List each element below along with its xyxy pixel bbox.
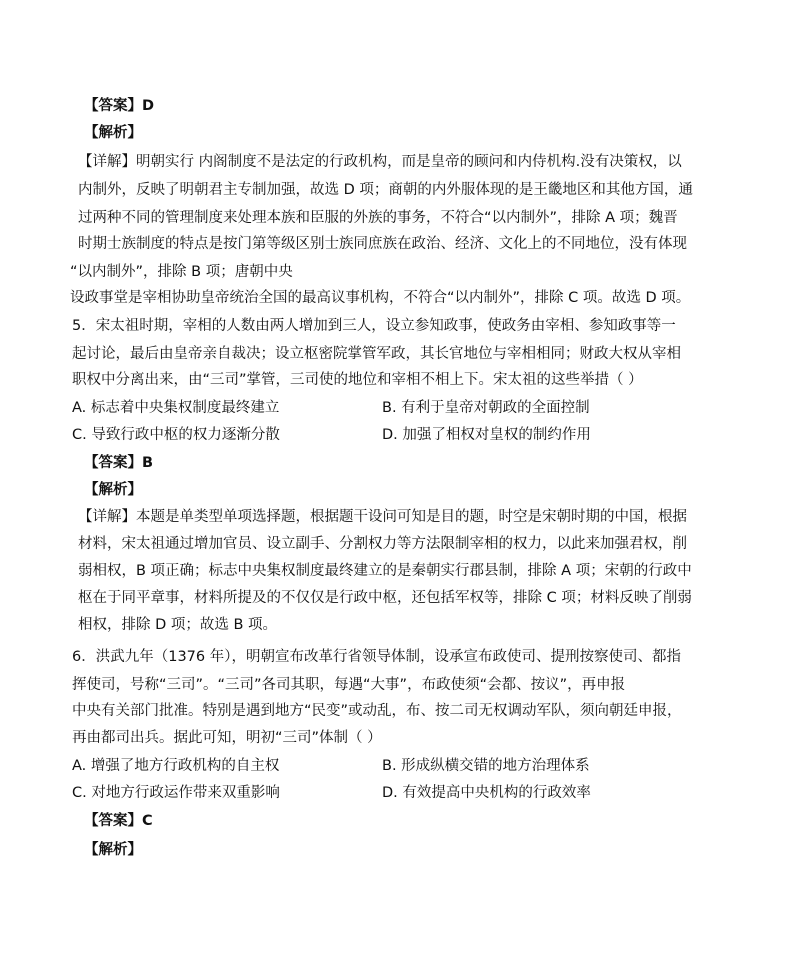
analysis-label: 【解析】 (84, 842, 142, 858)
question-stem-line: 起讨论，最后由皇帝亲自裁决；设立枢密院掌管军政，其长官地位与宰相相同；财政大权从宰相 (72, 346, 681, 362)
analysis-label: 【解析】 (84, 125, 142, 141)
detail-line: 【详解】本题是单类型单项选择题，根据题干设问可知是目的题，时空是宋朝时期的中国，根据 (78, 509, 687, 525)
option-a: A. 增强了地方行政机构的自主权 (72, 758, 280, 774)
question-stem-line: 职权中分离出来，由“三司”掌管，三司使的地位和宰相不相上下。宋太祖的这些举措（ ） (72, 372, 643, 388)
question-stem-line: 6．洪武九年（1376 年），明朝宣布改革行省领导体制，设承宣布政使司、提刑按察使司、都指 (72, 649, 681, 665)
option-d: D. 有效提高中央机构的行政效率 (382, 785, 591, 801)
detail-line: 弱相权，B 项正确；标志中央集权制度最终建立的是秦朝实行郡县制，排除 A 项；宋朝的行政中 (78, 563, 692, 579)
question-stem-line: 挥使司，号称“三司”。“三司”各司其职，每遇“大事”，布政使须“会都、按议”，再申报 (72, 677, 626, 693)
question-stem-line: 5．宋太祖时期，宰相的人数由两人增加到三人，设立参知政事，使政务由宰相、参知政事等一 (72, 318, 676, 334)
detail-line: 相权，排除 D 项；故选 B 项。 (78, 617, 278, 633)
detail-line: 内制外，反映了明朝君主专制加强，故选 D 项；商朝的内外服体现的是王畿地区和其他方国，通 (78, 182, 693, 198)
analysis-label: 【解析】 (84, 482, 142, 498)
detail-line: 【详解】明朝实行 内阁制度不是法定的行政机构，而是皇帝的顾问和内侍机构.没有决策权，以 (78, 154, 682, 170)
detail-line: 时期士族制度的特点是按门第等级区别士族同庶族在政治、经济、文化上的不同地位，没有体现 (78, 236, 687, 252)
question-stem-line: 中央有关部门批准。特别是遇到地方“民变”或动乱，布、按二司无权调动军队，须向朝廷申报， (72, 703, 682, 719)
answer-label: 【答案】C (84, 813, 153, 829)
question-stem-line: 再由都司出兵。据此可知，明初“三司”体制（ ） (72, 730, 382, 746)
answer-label: 【答案】D (84, 98, 155, 114)
option-b: B. 形成纵横交错的地方治理体系 (382, 758, 590, 774)
detail-line: 过两种不同的管理制度来处理本族和臣服的外族的事务，不符合“以内制外”，排除 A 项；魏晋 (78, 210, 678, 226)
detail-line: “以内制外”，排除 B 项；唐朝中央 (70, 264, 293, 280)
detail-line: 材料，宋太祖通过增加官员、设立副手、分割权力等方法限制宰相的权力，以此来加强君权，削 (78, 536, 687, 552)
detail-line: 设政事堂是宰相协助皇帝统治全国的最高议事机构，不符合“以内制外”，排除 C 项。故选 D 项。 (70, 290, 691, 306)
option-c: C. 对地方行政运作带来双重影响 (72, 785, 280, 801)
detail-line: 枢在于同平章事，材料所提及的不仅仅是行政中枢，还包括军权等，排除 C 项；材料反映了削弱 (78, 590, 692, 606)
option-d: D. 加强了相权对皇权的制约作用 (382, 427, 591, 443)
option-c: C. 导致行政中枢的权力逐渐分散 (72, 427, 280, 443)
option-a: A. 标志着中央集权制度最终建立 (72, 400, 280, 416)
option-b: B. 有利于皇帝对朝政的全面控制 (382, 400, 590, 416)
answer-label: 【答案】B (84, 455, 154, 471)
